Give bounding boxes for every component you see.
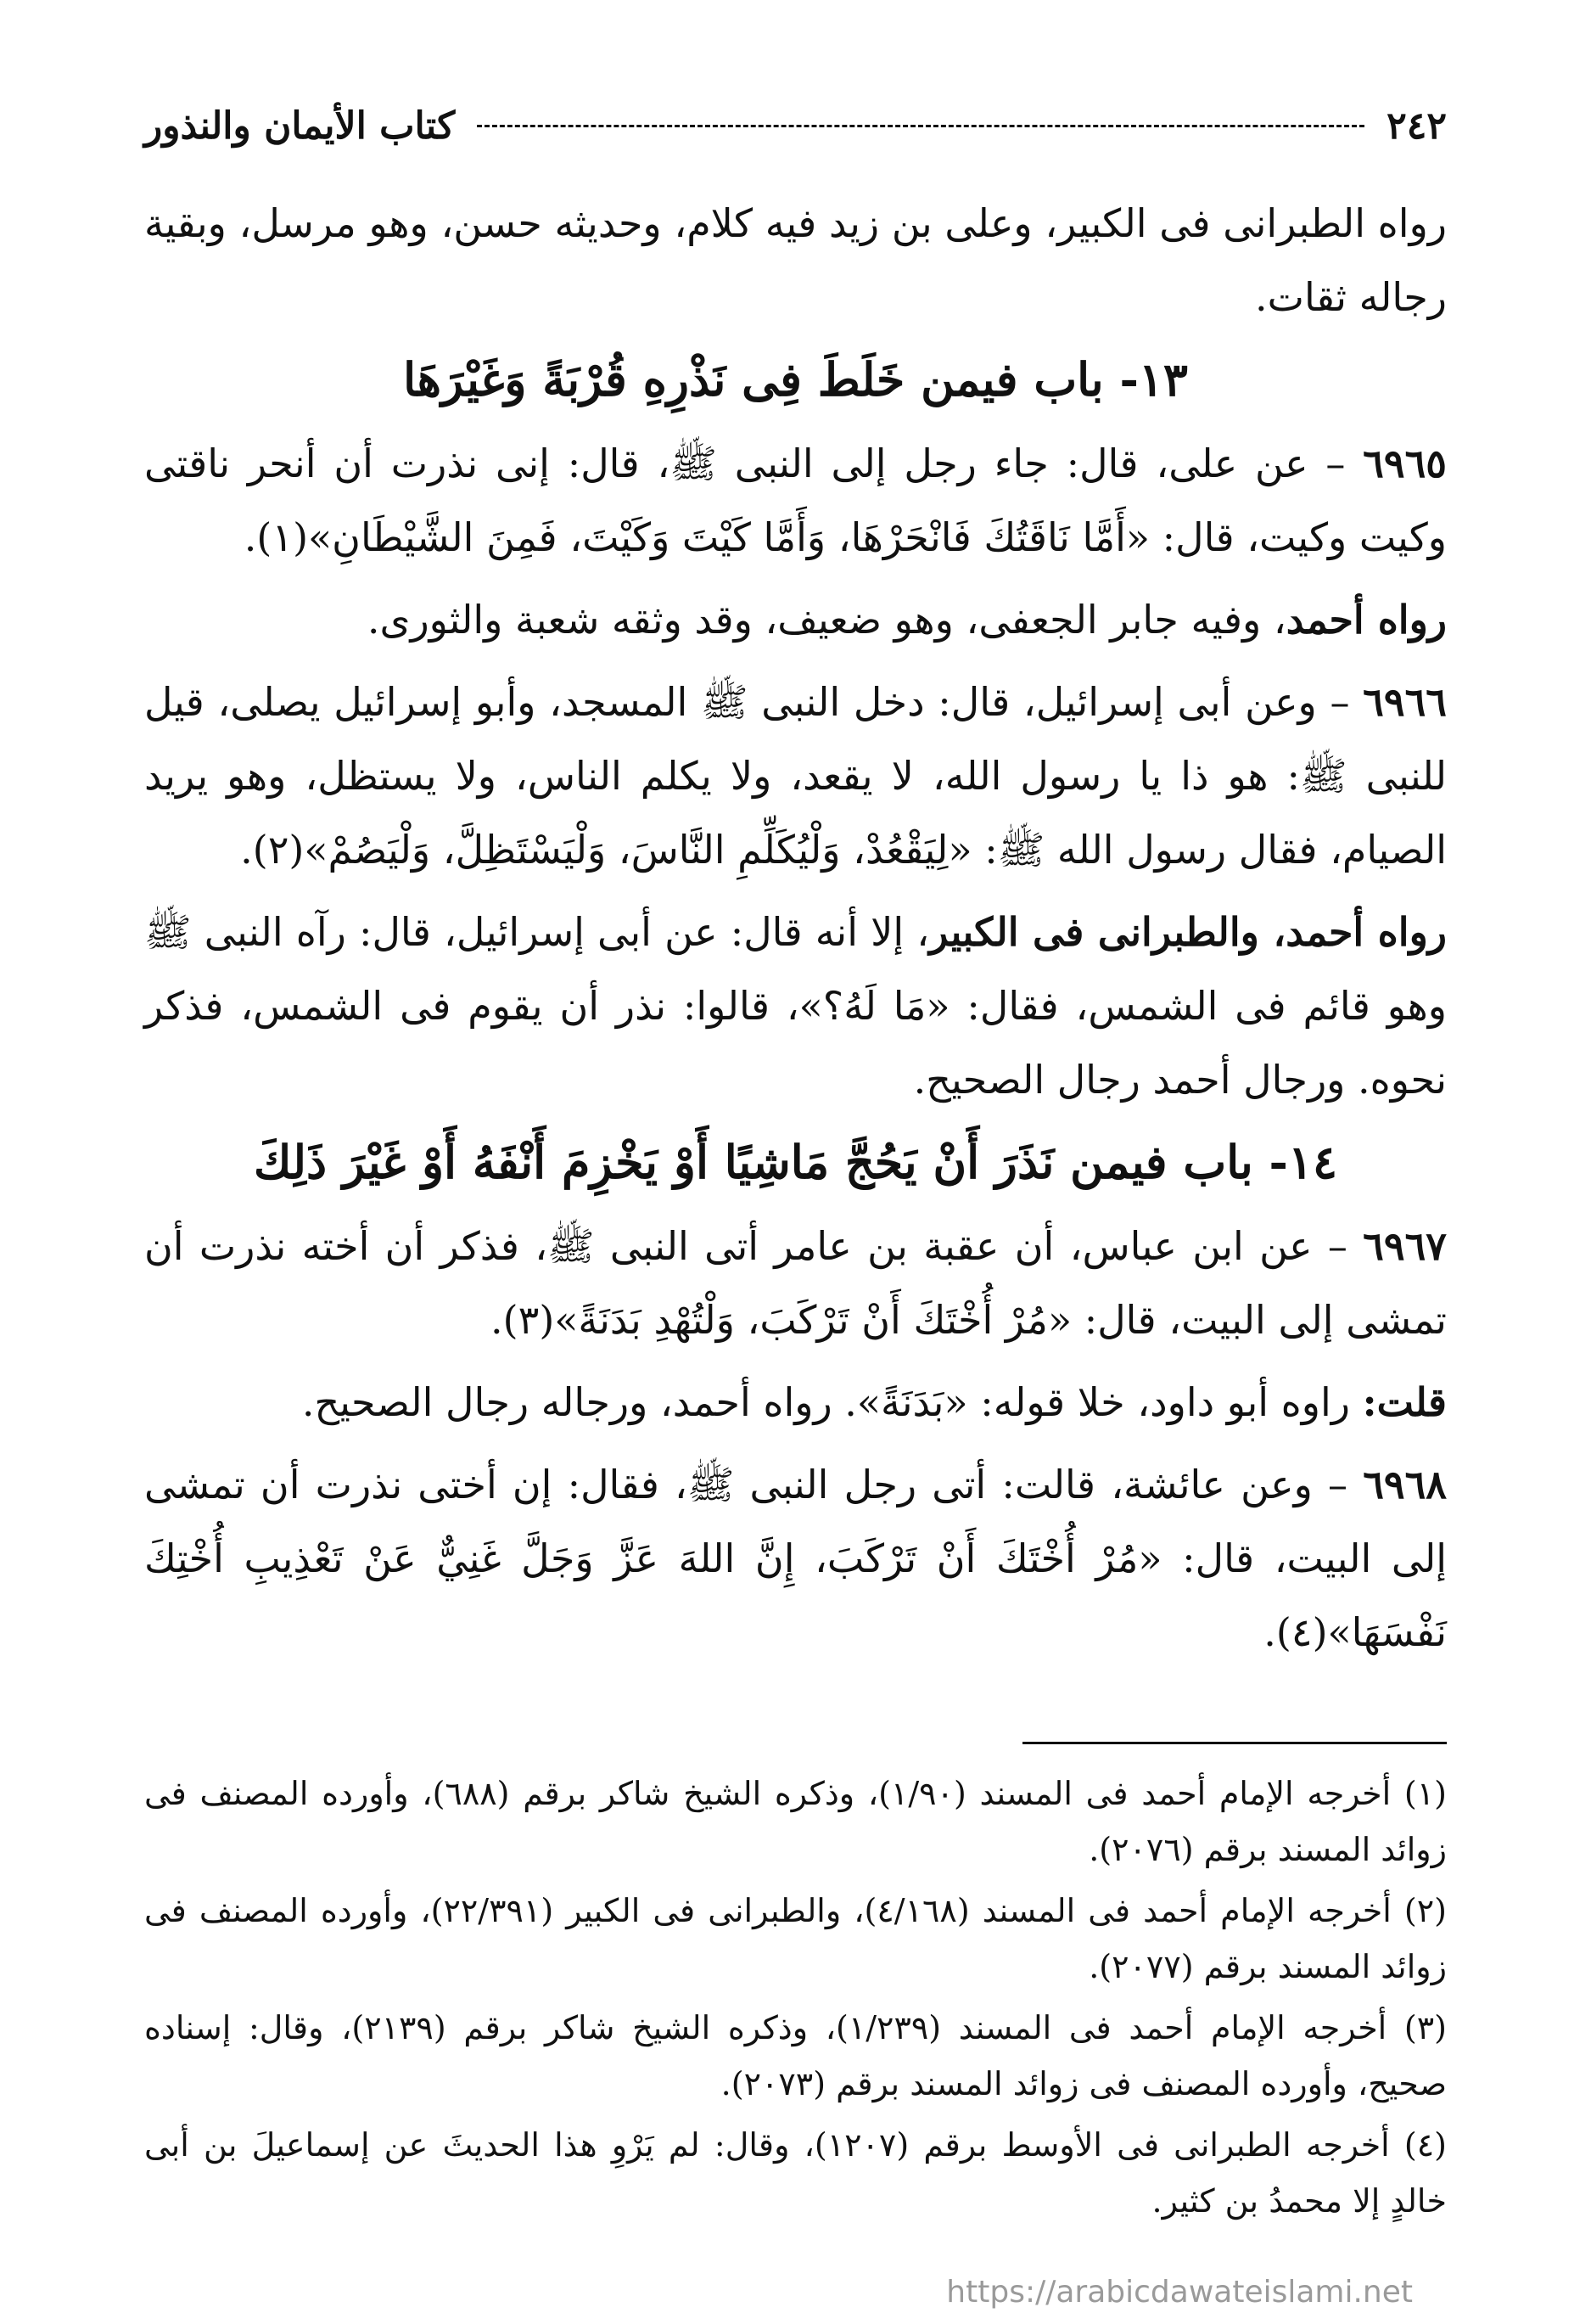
footnote-4: (٤) أخرجه الطبرانى فى الأوسط برقم (١٢٠٧)، وقال: لم يَرْوِ هذا الحديثَ عن إسماعيلَ بن أبى خالدٍ إلا محمدُ بن كثير. [144,2126,1447,2220]
hadith-6965 [144,427,1447,575]
hadith-commentary [144,1366,1447,1440]
main-text [144,187,1447,1678]
commentary-label: رواه أحمد [1286,597,1447,643]
footnote-2: (٢) أخرجه الإمام أحمد فى المسند (٤/١٦٨)، والطبرانى فى الكبير (٢٢/٣٩١)، وأورده المصنف فى زوائد المسند برقم (٢٠٧٧). [144,1892,1447,1985]
header-rule [477,125,1364,127]
hadith-text: – عن ابن عباس، أن عقبة بن عامر أتى النبى ﷺ، فذكر أن أخته نذرت أن تمشى إلى البيت، قال: «مُرْ أُخْتَكَ أَنْ تَرْكَبَ، وَلْتُهْدِ بَدَنَةً»(٣). [144,1223,1447,1343]
hadith-number: ٦٩٦٦ [1363,679,1447,725]
hadith-text: – وعن أبى إسرائيل، قال: دخل النبى ﷺ المسجد، وأبو إسرائيل يصلى، قيل للنبى ﷺ: هو ذا يا رسول الله، لا يقعد، ولا يكلم الناس، ولا يستظل، وهو يريد الصيام، فقال رسول الله ﷺ: «لِيَقْعُدْ، وَلْيُكَلِّمِ النَّاسَ، وَلْيَسْتَظِلَّ، وَلْيَصُمْ»(٢). [144,679,1447,873]
footnotes [144,1765,1447,2234]
commentary-label: رواه أحمد، والطبرانى فى الكبير [929,909,1447,955]
commentary-text: ، إلا أنه قال: عن أبى إسرائيل، قال: رآه النبى ﷺ وهو قائم فى الشمس، فقال: «مَا لَهُ؟»، قالوا: نذر أن يقوم فى الشمس، فذكر نحوه. ورجال أحمد رجال الصحيح. [144,909,1447,1103]
hadith-text: – عن على، قال: جاء رجل إلى النبى ﷺ، قال: إنى نذرت أن أنحر ناقتى وكيت وكيت، قال: «أَمَّا نَاقَتُكَ فَانْحَرْهَا، وَأَمَّا كَيْتَ وَكَيْتَ، فَمِنَ الشَّيْطَانِ»(١). [144,441,1447,560]
watermark-url: https://arabicdawateislami.net [946,2275,1413,2310]
hadith-commentary [144,895,1447,1117]
footnote-separator [1022,1742,1447,1744]
book-title: كتاب الأيمان والنذور [144,104,456,148]
hadith-6968 [144,1448,1447,1670]
hadith-number: ٦٩٦٥ [1363,441,1447,486]
intro-paragraph: رواه الطبرانى فى الكبير، وعلى بن زيد فيه كلام، وحديثه حسن، وهو مرسل، وبقية رجاله ثقات. [144,200,1447,320]
section-heading-14: ١٤- باب فيمن نَذَرَ أَنْ يَحُجَّ مَاشِيًا أَوْ يَخْزِمَ أَنْفَهُ أَوْ غَيْرَ ذَلِكَ [254,1135,1337,1189]
commentary-label: قلت: [1362,1379,1447,1425]
section-heading-13: ١٣- باب فيمن خَلَطَ فِى نَذْرِهِ قُرْبَةً وَغَيْرَهَا [403,352,1188,407]
commentary-text: راوه أبو داود، خلا قوله: «بَدَنَةً». رواه أحمد، ورجاله رجال الصحيح. [301,1379,1363,1425]
hadith-number: ٦٩٦٧ [1363,1223,1447,1269]
footnote-1: (١) أخرجه الإمام أحمد فى المسند (١/٩٠)، وذكره الشيخ شاكر برقم (٦٨٨)، وأورده المصنف فى زوائد المسند برقم (٢٠٧٦). [144,1775,1447,1868]
hadith-commentary [144,583,1447,657]
page-header [144,100,1447,151]
page-number: ٢٤٢ [1387,104,1447,148]
hadith-6966 [144,665,1447,887]
commentary-text: ، وفيه جابر الجعفى، وهو ضعيف، وقد وثقه شعبة والثورى. [367,597,1286,643]
hadith-6967 [144,1210,1447,1357]
hadith-number: ٦٩٦٨ [1363,1462,1448,1507]
footnote-3: (٣) أخرجه الإمام أحمد فى المسند (١/٢٣٩)، وذكره الشيخ شاكر برقم (٢١٣٩)، وقال: إسناده صحيح، وأورده المصنف فى زوائد المسند برقم (٢٠٧٣). [144,2009,1447,2102]
hadith-text: – وعن عائشة، قالت: أتى رجل النبى ﷺ، فقال: إن أختى نذرت أن تمشى إلى البيت، قال: «مُرْ أُخْتَكَ أَنْ تَرْكَبَ، إِنَّ اللهَ عَزَّ وَجَلَّ غَنِيٌّ عَنْ تَعْذِيبِ أُخْتِكَ نَفْسَهَا»(٤). [144,1462,1447,1655]
